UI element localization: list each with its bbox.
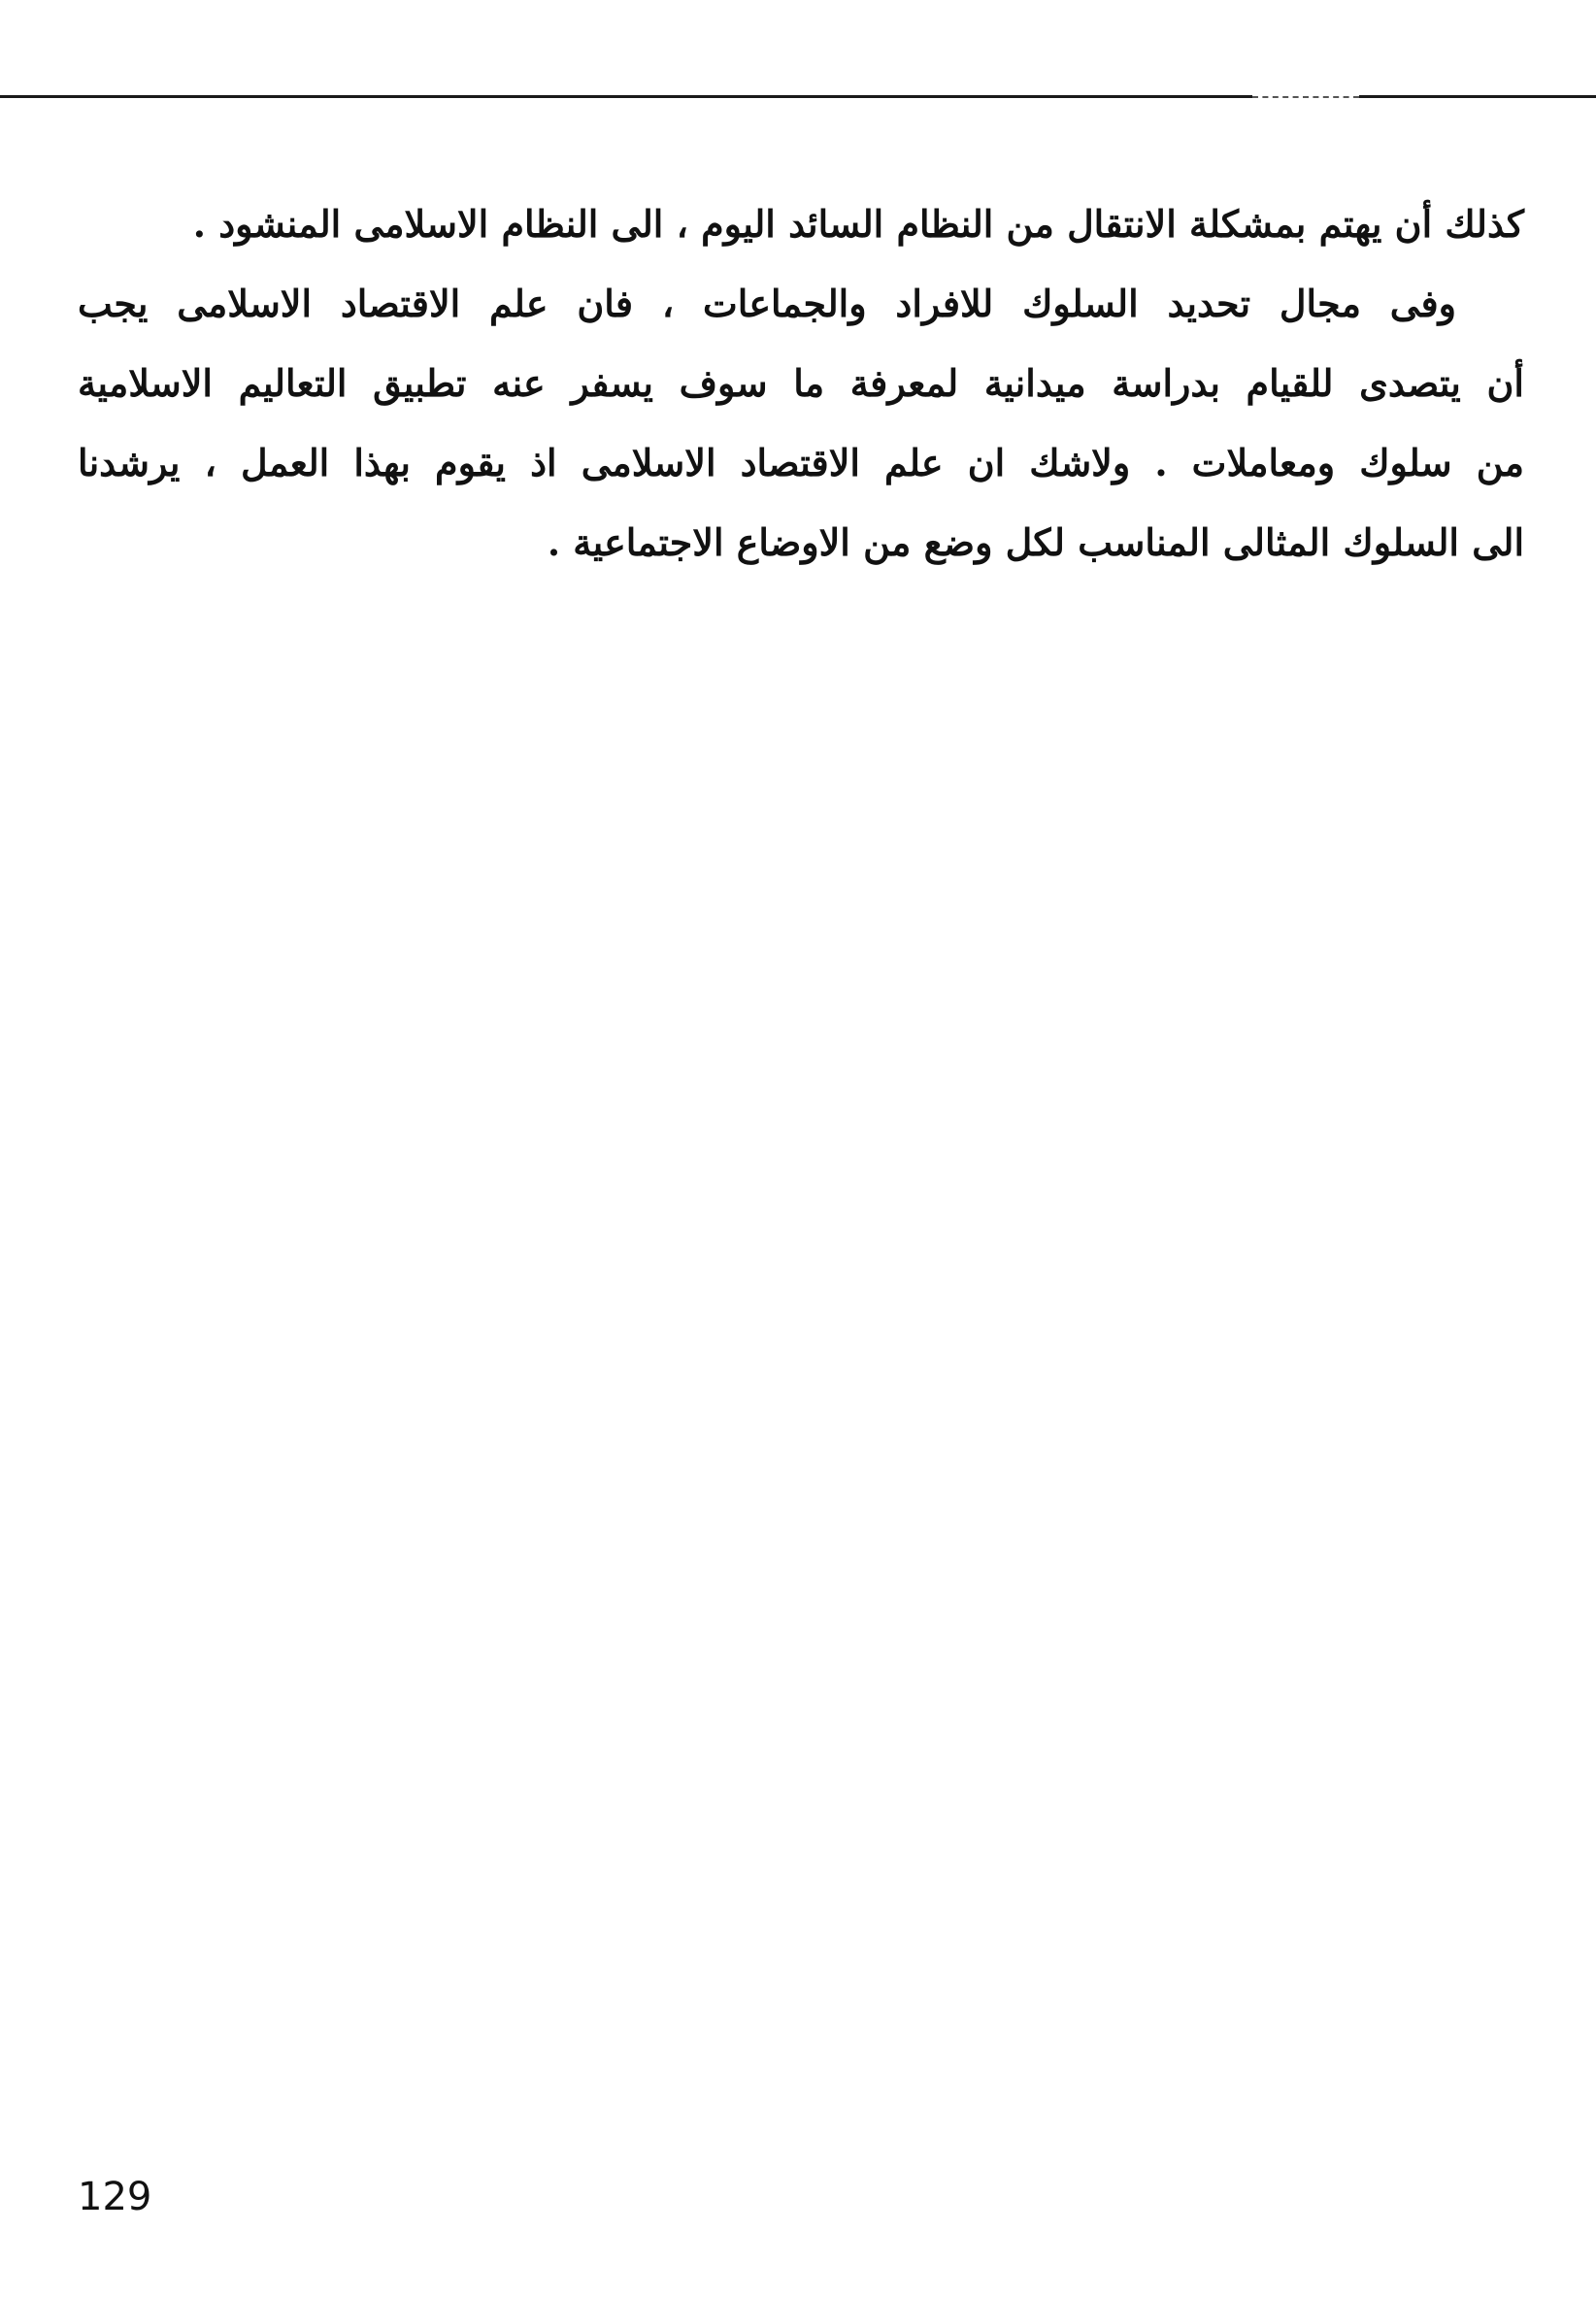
page-number: 129 xyxy=(78,2175,152,2219)
text-line: الى السلوك المثالى المناسب لكل وضع من الاوضاع الاجتماعية . xyxy=(547,520,1524,564)
text-line: من سلوك ومعاملات . ولاشك ان علم الاقتصاد الاسلامى اذ يقوم بهذا العمل ، يرشدنا xyxy=(78,441,1524,484)
body-text xyxy=(78,184,1524,583)
text-line: أن يتصدى للقيام بدراسة ميدانية لمعرفة ما سوف يسفر عنه تطبيق التعاليم الاسلامية xyxy=(78,361,1524,405)
text-line: كذلك أن يهتم بمشكلة الانتقال من النظام السائد اليوم ، الى النظام الاسلامى المنشود . xyxy=(192,202,1524,246)
header-rule-dash xyxy=(1252,96,1359,98)
text-line: وفى مجال تحديد السلوك للافراد والجماعات ، فان علم الاقتصاد الاسلامى يجب xyxy=(78,282,1456,325)
paragraph-2 xyxy=(78,264,1524,583)
paragraph-1 xyxy=(78,184,1524,264)
